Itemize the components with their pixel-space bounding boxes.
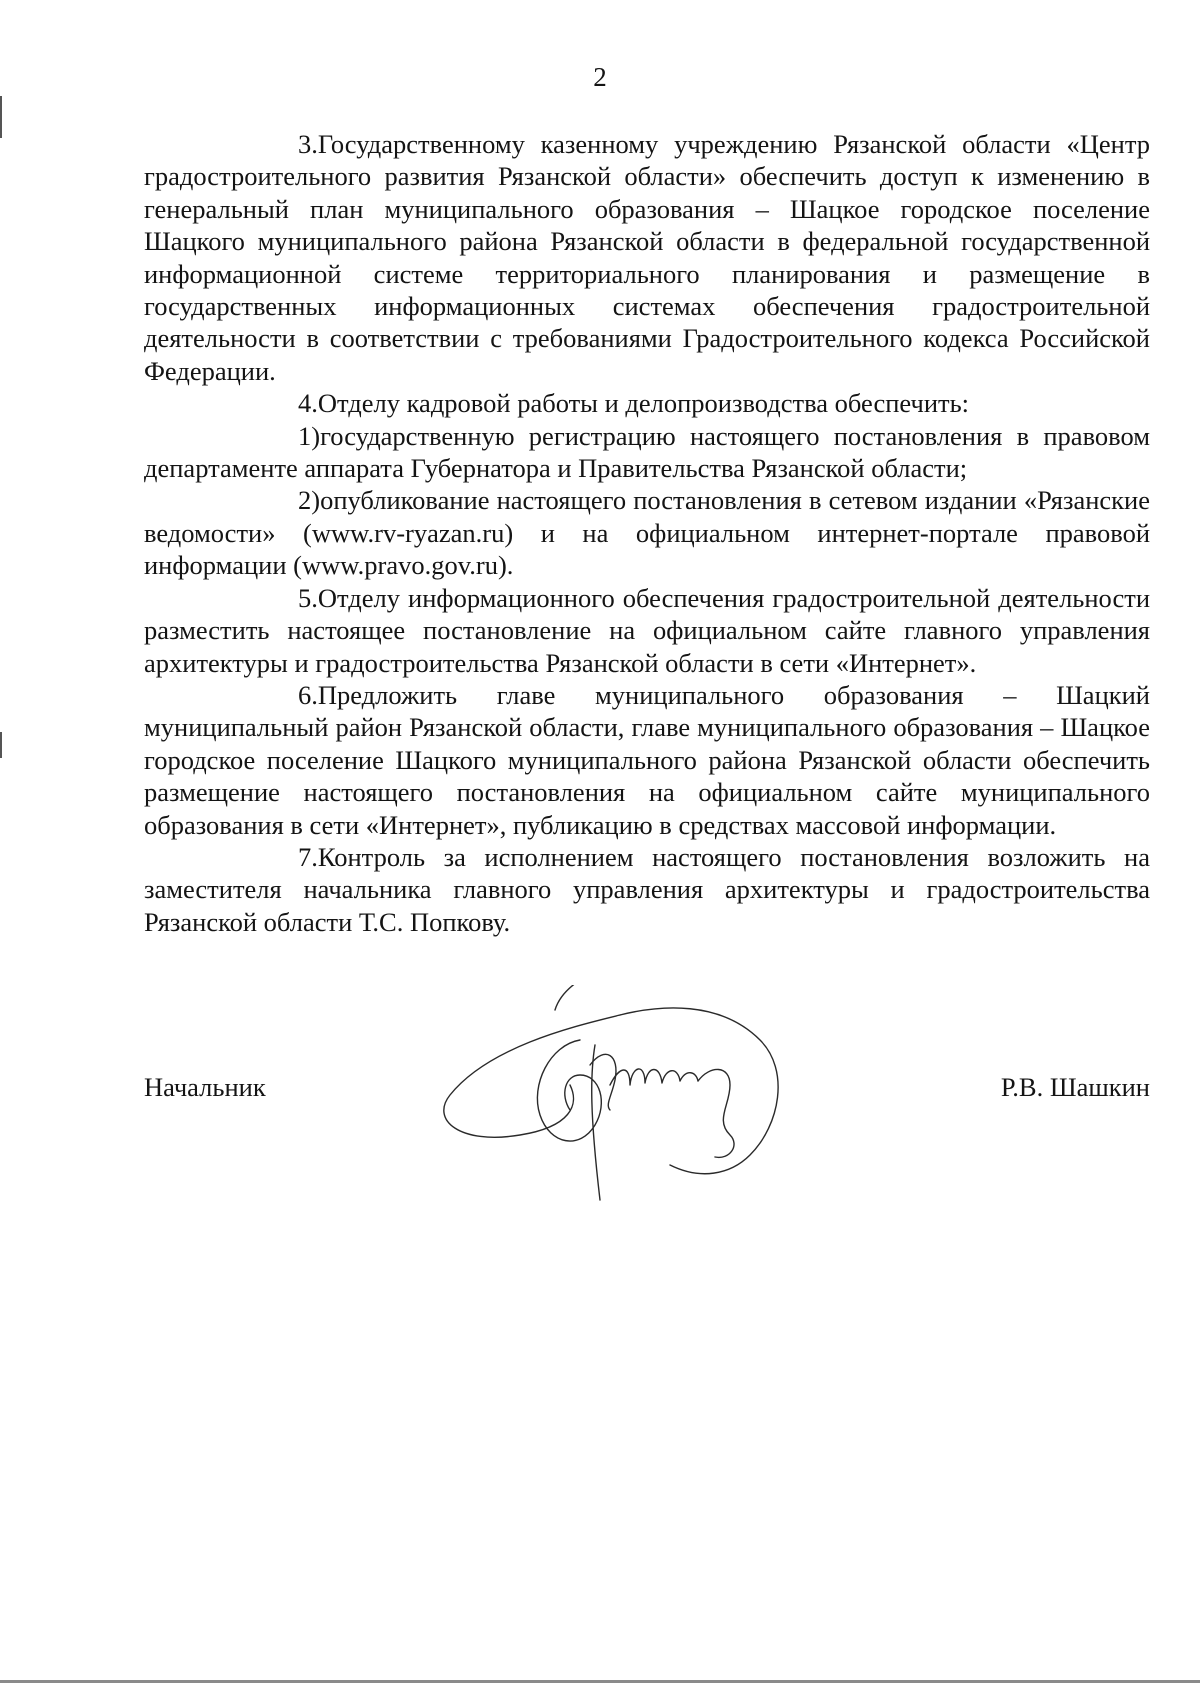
- document-body: [144, 128, 1150, 938]
- scan-edge-line: [0, 1680, 1200, 1683]
- paragraph-text: Предложить главе муниципального образования – Шацкий муниципальный район Рязанской области, главе муниципального образования – Шацкое городское поселение Шацкого муниципального района Рязанской области обеспечить размещение настоящего постановления на официальном сайте муниципального образования в сети «Интернет», публикацию в средствах массовой информации.: [144, 679, 1150, 840]
- scan-margin-mark: [0, 732, 2, 758]
- paragraph-text: опубликование настоящего постановления в сетевом издании «Рязанские ведомости» (www.rv-ryazan.ru) и на официальном интернет-портале правовой информации (www.pravo.gov.ru).: [144, 485, 1150, 581]
- paragraph-number: 6.: [298, 679, 318, 710]
- paragraph-number: 1): [298, 420, 321, 451]
- page-number: 2: [593, 62, 607, 92]
- signatory-title: Начальник: [144, 1072, 266, 1102]
- paragraph-6: [144, 679, 1150, 841]
- handwritten-signature: [430, 985, 810, 1205]
- paragraph-5: [144, 582, 1150, 679]
- paragraph-text: государственную регистрацию настоящего постановления в правовом департаменте аппарата Губернатора и Правительства Рязанской области;: [144, 420, 1150, 484]
- paragraph-7: [144, 841, 1150, 938]
- signatory-name: Р.В. Шашкин: [1000, 1072, 1150, 1102]
- paragraph-number: 2): [298, 485, 321, 516]
- paragraph-4-1: [144, 420, 1150, 485]
- paragraph-4: [144, 387, 1150, 419]
- paragraph-text: Государственному казенному учреждению Рязанской области «Центр градостроительного развития Рязанской области» обеспечить доступ к изменению в генеральный план муниципального образования – Шацкое городское поселение Шацкого муниципального района Рязанской области в федеральной государственной информационной системе территориального планирования и размещение в государственных информационных системах обеспечения градостроительной деятельности в соответствии с требованиями Градостроительного кодекса Российской Федерации.: [144, 129, 1150, 386]
- paragraph-text: Отделу информационного обеспечения градостроительной деятельности разместить настоящее постановление на официальном сайте главного управления архитектуры и градостроительства Рязанской области в сети «Интернет».: [144, 582, 1150, 678]
- scan-margin-mark: [0, 96, 2, 138]
- paragraph-text: Контроль за исполнением настоящего постановления возложить на заместителя начальника главного управления архитектуры и градостроительства Рязанской области Т.С. Попкову.: [144, 841, 1150, 937]
- paragraph-text: Отделу кадровой работы и делопроизводства обеспечить:: [317, 388, 970, 419]
- paragraph-number: 5.: [298, 582, 318, 613]
- paragraph-number: 3.: [298, 129, 318, 159]
- paragraph-number: 4.: [298, 388, 318, 419]
- paragraph-4-2: [144, 484, 1150, 581]
- paragraph-3: [144, 128, 1150, 387]
- paragraph-number: 7.: [298, 841, 318, 872]
